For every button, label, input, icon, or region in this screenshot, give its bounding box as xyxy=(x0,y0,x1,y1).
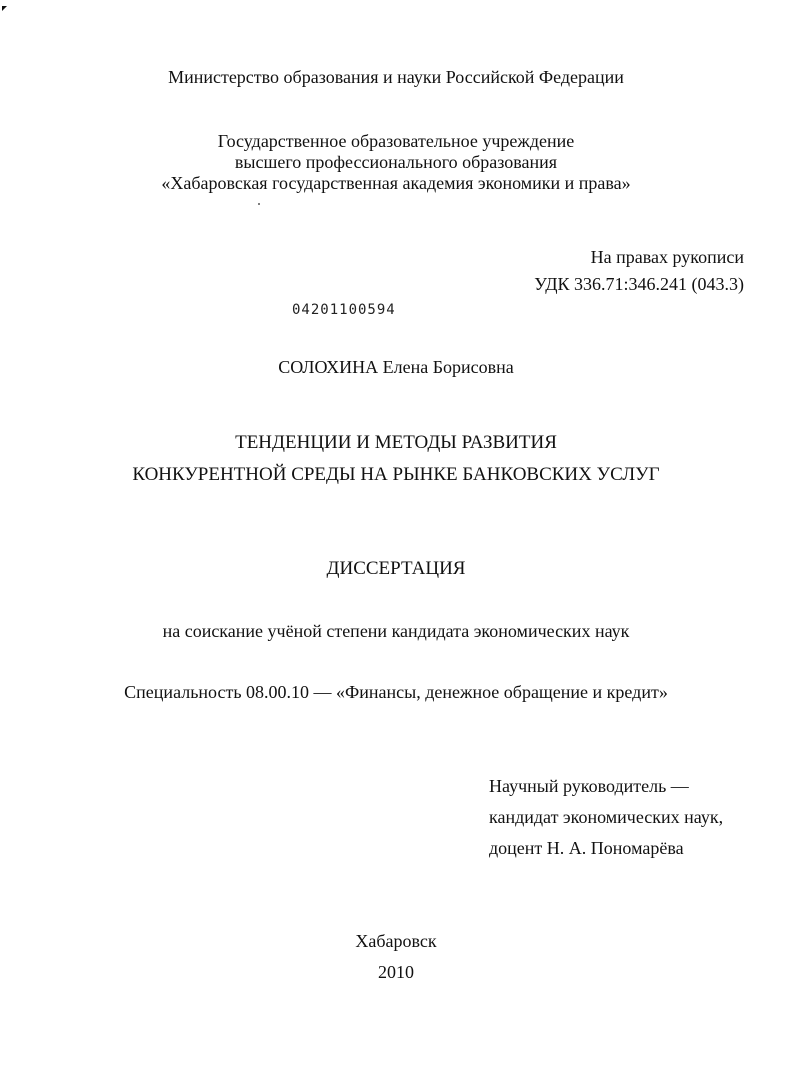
year: 2010 xyxy=(378,962,414,982)
supervisor-line-1: Научный руководитель — xyxy=(489,776,689,796)
institution-line-2: высшего профессионального образования xyxy=(234,152,558,172)
scan-speck xyxy=(258,203,260,205)
thesis-title-line-2: КОНКУРЕНТНОЙ СРЕДЫ НА РЫНКЕ БАНКОВСКИХ УСЛУГ xyxy=(132,464,660,485)
document-type: ДИССЕРТАЦИЯ xyxy=(326,558,466,579)
catalog-number: 04201100594 xyxy=(292,302,396,318)
ministry-heading: Министерство образования и науки Российской Федерации xyxy=(168,67,624,87)
supervisor-line-2: кандидат экономических наук, xyxy=(489,807,724,827)
udk-code: УДК 336.71:346.241 (043.3) xyxy=(534,274,744,294)
supervisor-line-3: доцент Н. А. Пономарёва xyxy=(489,838,684,858)
city: Хабаровск xyxy=(355,931,437,951)
thesis-title-line-1: ТЕНДЕНЦИИ И МЕТОДЫ РАЗВИТИЯ xyxy=(235,432,557,453)
institution-line-1: Государственное образовательное учреждение xyxy=(217,131,575,151)
degree-statement: на соискание учёной степени кандидата экономических наук xyxy=(162,621,630,641)
specialty-statement: Специальность 08.00.10 — «Финансы, денежное обращение и кредит» xyxy=(124,682,668,702)
institution-line-3: «Хабаровская государственная академия экономики и права» xyxy=(161,173,631,193)
scan-corner-mark xyxy=(2,6,7,11)
manuscript-rights: На правах рукописи xyxy=(590,247,744,267)
author-name: СОЛОХИНА Елена Борисовна xyxy=(278,357,514,377)
